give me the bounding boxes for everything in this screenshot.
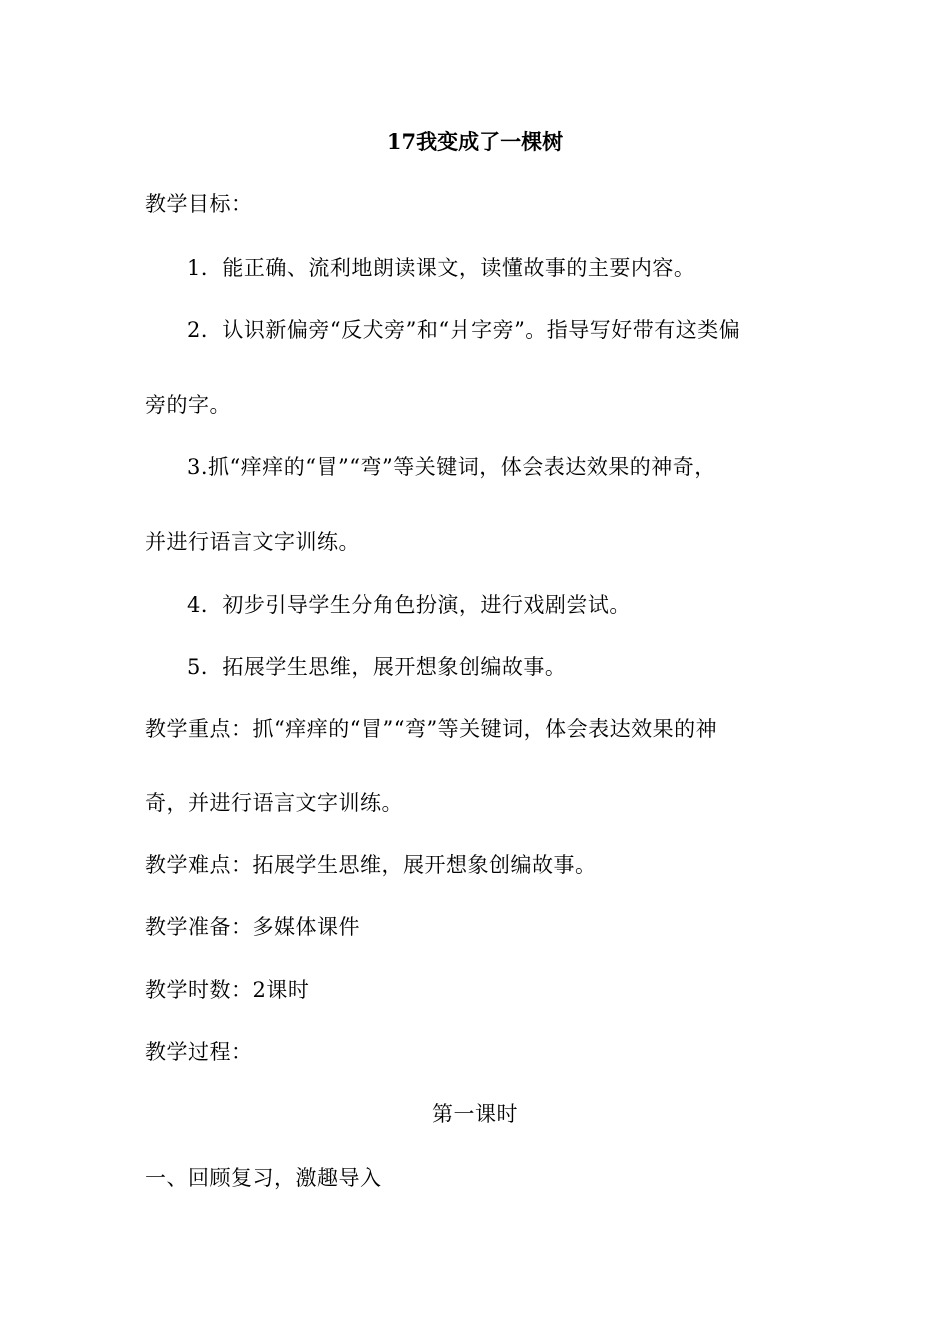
section-1-heading: 一、回顾复习，激趣导入 (145, 1166, 382, 1190)
objective-2-line1: 2．认识新偏旁“反犬旁”和“爿字旁”。指导写好带有这类偏 (187, 318, 741, 342)
objectives-heading: 教学目标： (145, 192, 253, 216)
key-points-line2: 奇，并进行语言文字训练。 (145, 791, 403, 815)
objective-3-line1: 3.抓“痒痒的“冒”“弯”等关键词，体会表达效果的神奇， (187, 455, 716, 479)
objective-3-line2: 并进行语言文字训练。 (145, 530, 360, 554)
lesson-heading: 第一课时 (432, 1102, 518, 1126)
key-points-line1: 教学重点：抓“痒痒的“冒”“弯”等关键词，体会表达效果的神 (145, 717, 718, 741)
document-title: 17我变成了一棵树 (386, 129, 564, 154)
objective-2-line2: 旁的字。 (145, 393, 231, 417)
preparation: 教学准备：多媒体课件 (145, 915, 360, 939)
hours: 教学时数：2课时 (145, 978, 310, 1002)
objective-4: 4．初步引导学生分角色扮演，进行戏剧尝试。 (187, 593, 631, 617)
objective-1: 1．能正确、流利地朗读课文，读懂故事的主要内容。 (187, 256, 696, 280)
process-heading: 教学过程： (145, 1040, 253, 1064)
objective-5: 5．拓展学生思维，展开想象创编故事。 (187, 655, 567, 679)
difficulties: 教学难点：拓展学生思维，展开想象创编故事。 (145, 853, 597, 877)
